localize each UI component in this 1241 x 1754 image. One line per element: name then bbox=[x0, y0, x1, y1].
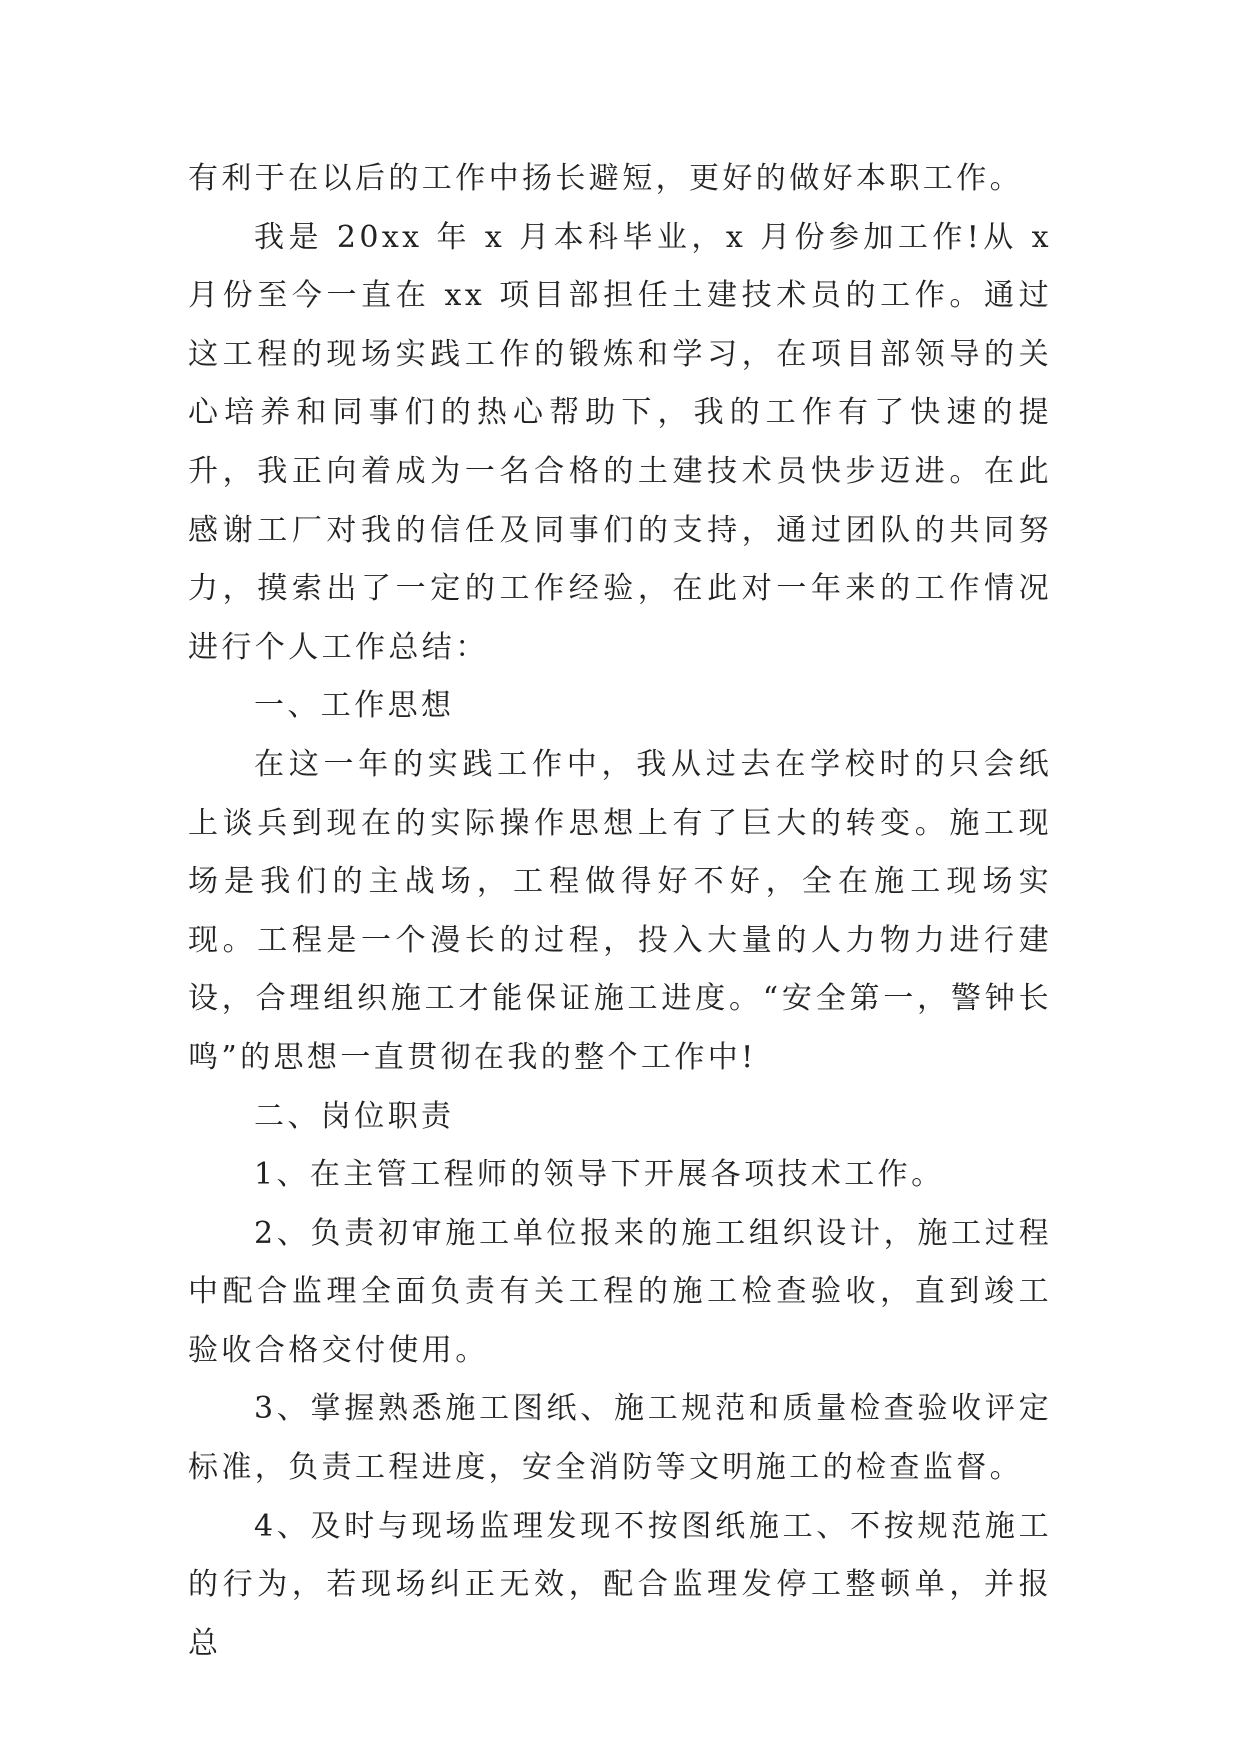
list-item-duty-4: 4、及时与现场监理发现不按图纸施工、不按规范施工的行为，若现场纠正无效，配合监理发停工整顿单，并报总 bbox=[188, 1508, 1052, 1661]
paragraph-intro-continuation: 有利于在以后的工作中扬长避短，更好的做好本职工作。 bbox=[188, 161, 1023, 196]
section-heading-job-duties: 二、岗位职责 bbox=[254, 1098, 455, 1134]
list-item-duty-1: 1、在主管工程师的领导下开展各项技术工作。 bbox=[254, 1157, 945, 1193]
list-item-duty-2: 2、负责初审施工单位报来的施工组织设计，施工过程中配合监理全面负责有关工程的施工检查验收，直到竣工验收合格交付使用。 bbox=[188, 1215, 1052, 1368]
paragraph-work-thinking: 在这一年的实践工作中，我从过去在学校时的只会纸上谈兵到现在的实际操作思想上有了巨大的转变。施工现场是我们的主战场，工程做得好不好，全在施工现场实现。工程是一个漫长的过程，投入大量的人力物力进行建设，合理组织施工才能保证施工进度。“安全第一，警钟长鸣”的思想一直贯彻在我的整个工作中! bbox=[188, 746, 1052, 1075]
section-heading-work-thinking: 一、工作思想 bbox=[254, 688, 455, 724]
paragraph-self-introduction: 我是 20xx 年 x 月本科毕业，x 月份参加工作!从 x 月份至今一直在 xx 项目部担任土建技术员的工作。通过这工程的现场实践工作的锻炼和学习，在项目部领导的关心培养和同事们的热心帮助下，我的工作有了快速的提升，我正向着成为一名合格的土建技术员快步迈进。在此感谢工厂对我的信任及同事们的支持，通过团队的共同努力，摸索出了一定的工作经验，在此对一年来的工作情况进行个人工作总结： bbox=[188, 219, 1052, 665]
document-body bbox=[188, 150, 1052, 1673]
list-item-duty-3: 3、掌握熟悉施工图纸、施工规范和质量检查验收评定标准，负责工程进度，安全消防等文明施工的检查监督。 bbox=[188, 1391, 1052, 1486]
